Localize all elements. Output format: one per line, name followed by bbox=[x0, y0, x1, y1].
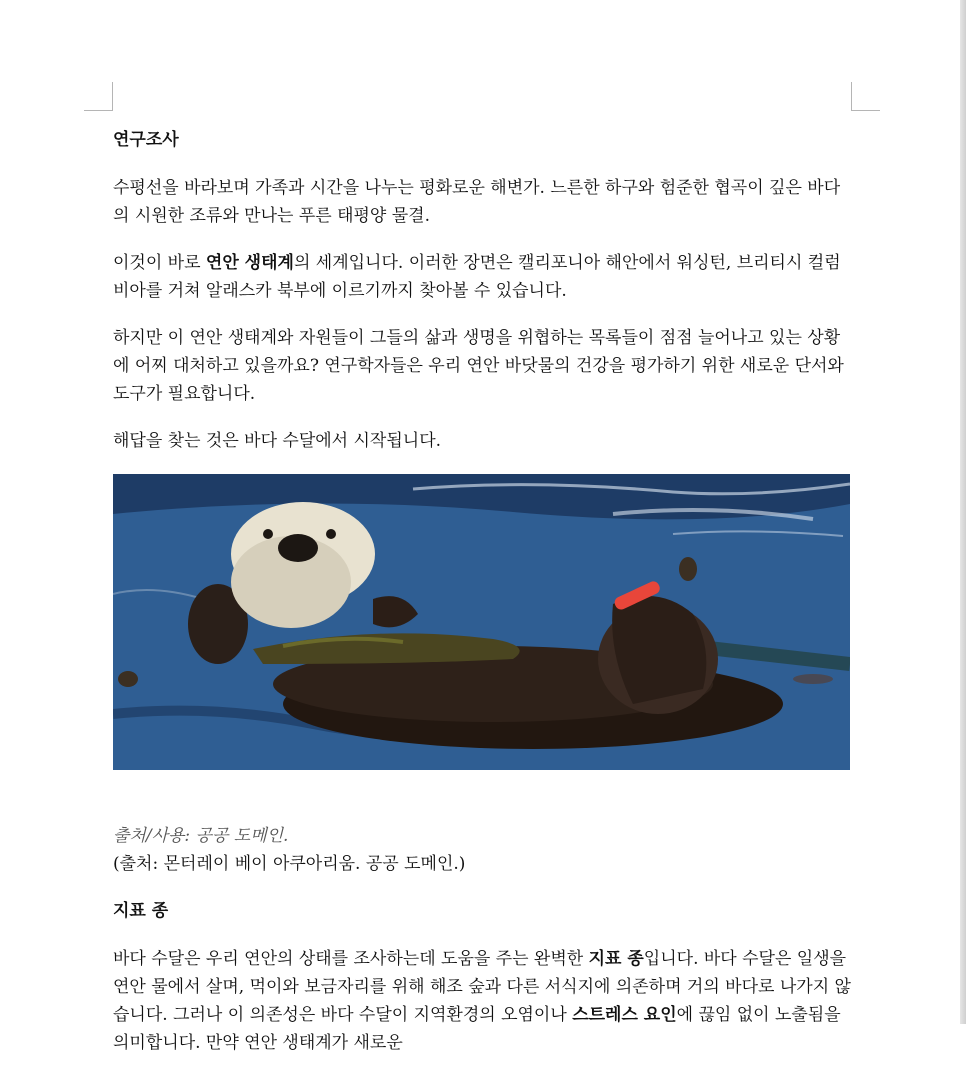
paragraph-1: 수평선을 바라보며 가족과 시간을 나누는 평화로운 해변가. 느른한 하구와 험준한 협곡이 깊은 바다의 시원한 조류와 만나는 푸른 태평양 물결. bbox=[113, 178, 841, 226]
photo-credit-italic: 출처/사용: 공공 도메인. bbox=[113, 826, 289, 846]
page-edge bbox=[960, 0, 966, 1024]
bold-term-indicator-species: 지표 종 bbox=[588, 949, 644, 969]
bold-term-stressors: 스트레스 요인 bbox=[572, 1005, 677, 1025]
sea-otter-image bbox=[113, 474, 850, 770]
crop-mark-top-left bbox=[84, 82, 113, 111]
photo-credit: (출처: 몬터레이 베이 아쿠아리움. 공공 도메인.) bbox=[113, 854, 466, 874]
sea-otter-photo[interactable] bbox=[113, 474, 850, 770]
paragraph-4: 해답을 찾는 것은 바다 수달에서 시작됩니다. bbox=[113, 431, 442, 451]
heading-indicator-species: 지표 종 bbox=[113, 901, 169, 921]
document-body[interactable] bbox=[113, 126, 853, 1076]
bold-term-coastal-ecosystem: 연안 생태계 bbox=[205, 253, 294, 273]
crop-mark-top-right bbox=[851, 82, 880, 111]
paragraph-2: 이것이 바로 연안 생태계의 세계입니다. 이러한 장면은 캘리포니아 해안에서 워싱턴, 브리티시 컬럼비아를 거쳐 알래스카 북부에 이르기까지 찾아볼 수 있습니다. bbox=[113, 253, 841, 301]
paragraph-5: 바다 수달은 우리 연안의 상태를 조사하는데 도움을 주는 완벽한 지표 종입니다. 바다 수달은 일생을 연안 물에서 살며, 먹이와 보금자리를 위해 해조 숲과 다른 서식지에 의존하며 거의 바다로 나가지 않습니다. 그러나 이 의존성은 바다 수달이 지역환경의 오염이나 스트레스 요인에 끊임 없이 노출됨을 의미합니다. 만약 연안 생태계가 새로운 bbox=[113, 949, 851, 1053]
heading-research: 연구조사 bbox=[113, 130, 179, 150]
paragraph-3: 하지만 이 연안 생태계와 자원들이 그들의 삶과 생명을 위협하는 목록들이 점점 늘어나고 있는 상황에 어찌 대처하고 있을까요? 연구학자들은 우리 연안 바닷물의 건강을 평가하기 위한 새로운 단서와 도구가 필요합니다. bbox=[113, 328, 844, 404]
